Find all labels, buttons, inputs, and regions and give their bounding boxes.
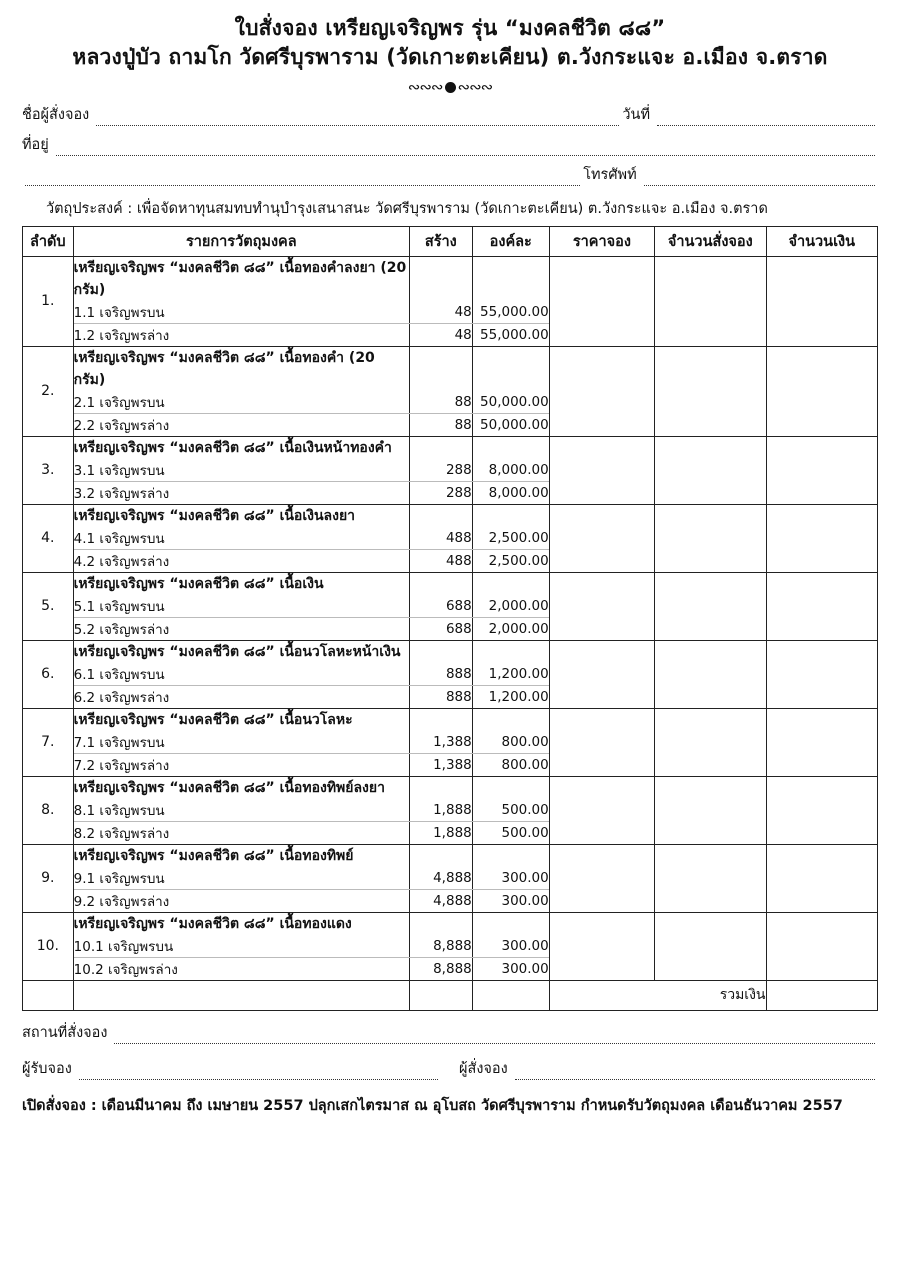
row-quantity-input[interactable] [655,776,766,844]
subrow-made-count: 88 [409,391,472,414]
row-price-blank [472,708,549,731]
row-item-title: เหรียญเจริญพร “มงคลชีวิต ๘๘” เนื้อเงิน [73,572,409,595]
th-price: องค์ละ [472,226,549,256]
row-number: 8. [23,776,74,844]
place-input[interactable] [114,1030,875,1044]
subrow-label: 5.2 เจริญพรล่าง [73,617,409,640]
row-quantity-input[interactable] [655,708,766,776]
subrow-made-count: 488 [409,549,472,572]
row-booking-price-input[interactable] [549,912,654,980]
table-row [23,346,878,391]
name-label: ชื่อผู้สั่งจอง [22,106,90,123]
row-price-blank [472,912,549,935]
subrow-label: 10.2 เจริญพรล่าง [73,957,409,980]
name-date-row [22,107,878,126]
phone-input[interactable] [644,172,875,186]
row-quantity-input[interactable] [655,436,766,504]
row-price-blank [472,436,549,459]
subrow-label: 9.1 เจริญพรบน [73,867,409,890]
subrow-label: 7.1 เจริญพรบน [73,731,409,754]
total-spacer-3 [409,980,472,1010]
subrow-made-count: 48 [409,301,472,324]
subrow-made-count: 1,888 [409,799,472,822]
row-amount-input[interactable] [766,844,878,912]
row-number: 2. [23,346,74,436]
row-amount-input[interactable] [766,504,878,572]
table-header-row [23,226,878,256]
subrow-made-count: 688 [409,617,472,640]
table-row [23,776,878,799]
ornament-swirl-right: ∾∾∾ [457,78,493,97]
table-row [23,912,878,935]
page-title: ใบสั่งจอง เหรียญเจริญพร รุ่น “มงคลชีวิต ๘๘” [234,16,666,40]
subrow-made-count: 888 [409,663,472,686]
closing-note: เปิดสั่งจอง : เดือนมีนาคม ถึง เมษายน 2557 ปลุกเสกไตรมาส ณ อุโบสถ วัดศรีบุรพาราม กำหนดรับวัตถุมงคล เดือนธันวาคม 2557 [22,1097,843,1114]
row-number: 1. [23,256,74,346]
total-spacer-2 [73,980,409,1010]
row-item-title: เหรียญเจริญพร “มงคลชีวิต ๘๘” เนื้อนวโลหะ [73,708,409,731]
row-made-blank [409,912,472,935]
table-row [23,572,878,595]
document-footer [22,1025,878,1117]
subrow-unit-price: 50,000.00 [472,391,549,414]
date-label: วันที่ [622,106,651,123]
table-row [23,436,878,459]
total-row [23,980,878,1010]
orderer-label: ผู้สั่งจอง [459,1060,508,1077]
row-amount-input[interactable] [766,912,878,980]
row-quantity-input[interactable] [655,504,766,572]
subrow-label: 3.2 เจริญพรล่าง [73,481,409,504]
address-label: ที่อยู่ [22,136,49,153]
row-number: 7. [23,708,74,776]
subrow-label: 1.1 เจริญพรบน [73,301,409,324]
row-number: 6. [23,640,74,708]
subrow-unit-price: 300.00 [472,957,549,980]
subrow-unit-price: 8,000.00 [472,459,549,482]
subrow-made-count: 1,888 [409,821,472,844]
subrow-unit-price: 50,000.00 [472,413,549,436]
subrow-made-count: 1,388 [409,753,472,776]
row-item-title: เหรียญเจริญพร “มงคลชีวิต ๘๘” เนื้อเงินลงยา [73,504,409,527]
row-made-blank [409,776,472,799]
row-amount-input[interactable] [766,436,878,504]
place-label: สถานที่สั่งจอง [22,1024,108,1041]
subrow-made-count: 8,888 [409,957,472,980]
row-made-blank [409,504,472,527]
total-spacer-1 [23,980,74,1010]
row-booking-price-input[interactable] [549,504,654,572]
row-made-blank [409,844,472,867]
row-quantity-input[interactable] [655,346,766,436]
row-amount-input[interactable] [766,640,878,708]
row-item-title: เหรียญเจริญพร “มงคลชีวิต ๘๘” เนื้อทองคำ (20 กรัม) [73,346,409,391]
row-price-blank [472,504,549,527]
row-booking-price-input[interactable] [549,256,654,346]
row-price-blank [472,572,549,595]
receiver-signature-input[interactable] [79,1066,438,1080]
subrow-unit-price: 2,000.00 [472,595,549,618]
subrow-label: 7.2 เจริญพรล่าง [73,753,409,776]
phone-label: โทรศัพท์ [583,166,637,183]
subrow-label: 6.1 เจริญพรบน [73,663,409,686]
row-quantity-input[interactable] [655,572,766,640]
row-quantity-input[interactable] [655,640,766,708]
row-made-blank [409,346,472,391]
row-booking-price-input[interactable] [549,346,654,436]
row-booking-price-input[interactable] [549,708,654,776]
table-row [23,844,878,867]
table-body [23,256,878,980]
signature-row [22,1057,878,1080]
row-amount-input[interactable] [766,346,878,436]
row-item-title: เหรียญเจริญพร “มงคลชีวิต ๘๘” เนื้อทองทิพย์ [73,844,409,867]
subrow-unit-price: 300.00 [472,935,549,958]
row-quantity-input[interactable] [655,844,766,912]
phone-row [22,167,878,186]
subrow-made-count: 4,888 [409,889,472,912]
subrow-label: 2.1 เจริญพรบน [73,391,409,414]
subrow-label: 1.2 เจริญพรล่าง [73,323,409,346]
subrow-label: 8.2 เจริญพรล่าง [73,821,409,844]
subrow-label: 8.1 เจริญพรบน [73,799,409,822]
row-amount-input[interactable] [766,708,878,776]
th-quantity: จำนวนสั่งจอง [655,226,766,256]
row-quantity-input[interactable] [655,256,766,346]
address-row [22,137,878,156]
th-no: ลำดับ [23,226,74,256]
subrow-unit-price: 300.00 [472,889,549,912]
subrow-unit-price: 500.00 [472,821,549,844]
name-input[interactable] [96,112,619,126]
row-price-blank [472,776,549,799]
subrow-unit-price: 800.00 [472,753,549,776]
row-booking-price-input[interactable] [549,844,654,912]
table-row [23,256,878,301]
row-number: 5. [23,572,74,640]
row-amount-input[interactable] [766,256,878,346]
subrow-label: 10.1 เจริญพรบน [73,935,409,958]
subrow-made-count: 88 [409,413,472,436]
row-price-blank [472,844,549,867]
subrow-made-count: 288 [409,481,472,504]
total-label: รวมเงิน [549,980,766,1010]
table-row [23,504,878,527]
subrow-made-count: 288 [409,459,472,482]
row-amount-input[interactable] [766,776,878,844]
subrow-made-count: 48 [409,323,472,346]
subrow-label: 5.1 เจริญพรบน [73,595,409,618]
order-table [22,226,878,1011]
table-row [23,708,878,731]
row-number: 4. [23,504,74,572]
ornament-swirl-left: ∾∾∾ [407,78,443,97]
subrow-unit-price: 800.00 [472,731,549,754]
subrow-unit-price: 1,200.00 [472,663,549,686]
subrow-unit-price: 55,000.00 [472,301,549,324]
subrow-unit-price: 300.00 [472,867,549,890]
receiver-label: ผู้รับจอง [22,1060,72,1077]
total-spacer-4 [472,980,549,1010]
subrow-unit-price: 2,000.00 [472,617,549,640]
subrow-made-count: 4,888 [409,867,472,890]
row-item-title: เหรียญเจริญพร “มงคลชีวิต ๘๘” เนื้อเงินหน้าทองคำ [73,436,409,459]
subrow-label: 4.1 เจริญพรบน [73,527,409,550]
row-booking-price-input[interactable] [549,640,654,708]
date-input[interactable] [657,112,875,126]
th-booking-price: ราคาจอง [549,226,654,256]
ornament-divider [22,79,878,97]
row-made-blank [409,256,472,301]
subrow-made-count: 488 [409,527,472,550]
subrow-made-count: 1,388 [409,731,472,754]
th-amount: จำนวนเงิน [766,226,878,256]
th-made: สร้าง [409,226,472,256]
row-booking-price-input[interactable] [549,436,654,504]
receiver-block [22,1057,441,1080]
row-item-title: เหรียญเจริญพร “มงคลชีวิต ๘๘” เนื้อทองแดง [73,912,409,935]
place-row [22,1025,878,1044]
total-amount-cell[interactable] [766,980,878,1010]
th-item: รายการวัตถุมงคล [73,226,409,256]
row-amount-input[interactable] [766,572,878,640]
address-input[interactable] [56,142,875,156]
document-header [22,14,878,97]
row-booking-price-input[interactable] [549,776,654,844]
orderer-signature-input[interactable] [515,1066,875,1080]
row-price-blank [472,640,549,663]
subrow-unit-price: 2,500.00 [472,527,549,550]
address-input-line2[interactable] [25,172,580,186]
row-made-blank [409,640,472,663]
subrow-unit-price: 55,000.00 [472,323,549,346]
row-price-blank [472,346,549,391]
row-item-title: เหรียญเจริญพร “มงคลชีวิต ๘๘” เนื้อทองคำลงยา (20 กรัม) [73,256,409,301]
subrow-made-count: 688 [409,595,472,618]
row-made-blank [409,436,472,459]
orderer-block [459,1057,878,1080]
row-made-blank [409,708,472,731]
subrow-made-count: 888 [409,685,472,708]
ornament-dot [445,82,456,93]
row-booking-price-input[interactable] [549,572,654,640]
subrow-made-count: 8,888 [409,935,472,958]
subrow-unit-price: 2,500.00 [472,549,549,572]
subrow-unit-price: 500.00 [472,799,549,822]
subrow-label: 6.2 เจริญพรล่าง [73,685,409,708]
row-number: 10. [23,912,74,980]
table-footer [23,980,878,1010]
table-row [23,640,878,663]
subrow-label: 2.2 เจริญพรล่าง [73,413,409,436]
subrow-unit-price: 1,200.00 [472,685,549,708]
row-made-blank [409,572,472,595]
purpose-text: วัตถุประสงค์ : เพื่อจัดหาทุนสมทบทำนุบำรุงเสนาสนะ วัดศรีบุรพาราม (วัดเกาะตะเคียน) ต.วังกระแจะ อ.เมือง จ.ตราด [46,200,768,217]
row-number: 3. [23,436,74,504]
row-item-title: เหรียญเจริญพร “มงคลชีวิต ๘๘” เนื้อนวโลหะหน้าเงิน [73,640,409,663]
row-item-title: เหรียญเจริญพร “มงคลชีวิต ๘๘” เนื้อทองทิพย์ลงยา [73,776,409,799]
page-subtitle: หลวงปู่บัว ถามโก วัดศรีบุรพาราม (วัดเกาะตะเคียน) ต.วังกระแจะ อ.เมือง จ.ตราด [72,45,828,70]
top-fields [22,107,878,186]
subrow-label: 4.2 เจริญพรล่าง [73,549,409,572]
row-number: 9. [23,844,74,912]
subrow-unit-price: 8,000.00 [472,481,549,504]
row-price-blank [472,256,549,301]
subrow-label: 3.1 เจริญพรบน [73,459,409,482]
subrow-label: 9.2 เจริญพรล่าง [73,889,409,912]
row-quantity-input[interactable] [655,912,766,980]
